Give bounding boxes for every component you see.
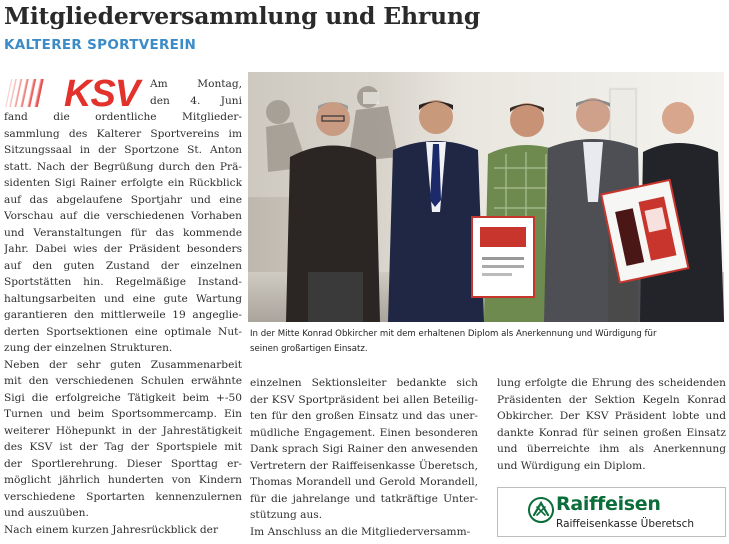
text-line: der Sportlerehrung. Dieser Sporttag er- [4,457,242,470]
text-line: sammlung des Kalterer Sportvereins im [4,127,242,140]
text-line: müdliche Engagement. Einen besonderen [250,426,478,439]
text-line: haltungsarbeiten und eine gute Wartung [4,292,242,305]
ksv-logo-text: KSV [64,73,140,111]
text-line: Am Montag, [150,78,242,90]
text-line: des KSV ist der Tag der Sportspiele mit [4,441,242,453]
text-line: Präsidenten der Sektion Kegeln Konrad [497,393,726,406]
text-line: Turnen und beim Sportsommercamp. Ein [4,408,242,420]
ad-subtitle: Raiffeisenkasse Überetsch [556,518,695,530]
ceremony-photo [248,72,724,322]
text-line: Nach einem kurzen Jahresrückblick der [4,523,219,536]
text-line: sidenten Sigi Rainer erfolgte ein Rückblick [4,177,242,189]
text-line: dankte Konrad für seinen großen Einsatz [497,426,726,439]
text-line: mit den verschiedenen Schulen erwähnte [4,375,242,387]
text-line: fand die ordentliche Mitglieder- [4,111,242,123]
text-line: möglicht jährlich hunderten von Kindern [4,474,242,486]
ad-brand: Raiffeisen [556,493,661,515]
text-line: garantieren den mittlerweile 19 angeglie- [4,309,242,321]
text-line: einzelnen Sektionsleiter bedankte sich [250,377,478,389]
article-headline: Mitgliederversammlung und Ehrung [4,2,481,30]
photo-caption [250,327,724,357]
text-line: und überreichte ihm als Anerkennung [497,443,726,455]
caption-line: In der Mitte Konrad Obkircher mit dem erhaltenen Diplom als Anerkennung und Würdigung für [250,329,657,339]
text-line: Dank sprach Sigi Rainer den anwesenden [250,443,478,455]
text-line: auf das abgelaufene Sportjahr und eine [4,193,242,206]
text-line: zung der einzelnen Strukturen. [4,342,173,354]
text-line: den 4. Juni [150,94,242,107]
text-line: und Würdigung ein Diplom. [497,459,646,472]
text-line: Obkircher. Der KSV Präsident lobte und [497,410,726,422]
text-line: Jahr. Dabei wies der Präsident besonders [4,243,242,255]
article-column-3 [497,375,726,474]
text-line: Sigi die erfolgreiche Tätigkeit beim +-50 [4,391,242,404]
text-line: auf den guten Zustand der einzelnen [4,259,242,272]
text-line: ten für den großen Einsatz und das uner- [250,410,478,422]
text-line: statt. Nach der Begrüßung durch den Prä- [4,160,242,173]
text-line: Neben der sehr guten Zusammenarbeit [4,358,242,371]
text-line: Sitzungssaal in der Sportzone St. Anton [4,144,242,156]
text-line: Vertretern der Raiffeisenkasse Überetsch, [250,459,478,472]
text-line: stützung aus. [250,509,323,521]
text-line: Thomas Morandell und Gerold Morandell, [250,476,478,488]
text-line: und auszuüben. [4,507,89,519]
text-line: Vorschau auf die verschiedenen Vorhaben [4,210,242,222]
text-line: lung erfolgte die Ehrung des scheidenden [497,377,726,389]
text-line: für die jahrelange und tatkräftige Unter- [250,492,478,505]
text-line: und Veranstaltungen für das kommende [4,226,242,239]
text-line: Sportstätten hin. Regelmäßige Instand- [4,276,242,288]
article-column-1 [4,76,242,538]
text-line: verschiedene Sportarten kennenzulernen [4,490,242,503]
text-line: derten Sportsektionen eine optimale Nut- [4,325,242,338]
text-line: der KSV Sportpräsident bei allen Beteilig- [250,393,478,406]
text-line: Im Anschluss an die Mitgliederversamm- [250,525,471,538]
article-kicker: KALTERER SPORTVEREIN [4,37,197,53]
article-column-2 [250,375,478,540]
raiffeisen-gable-cross-icon [528,497,554,523]
text-line: weiterer Höhepunkt in der Jahrestätigkeit [4,424,242,437]
caption-line: seinen großartigen Einsatz. [250,344,368,354]
raiffeisen-ad [497,487,726,537]
